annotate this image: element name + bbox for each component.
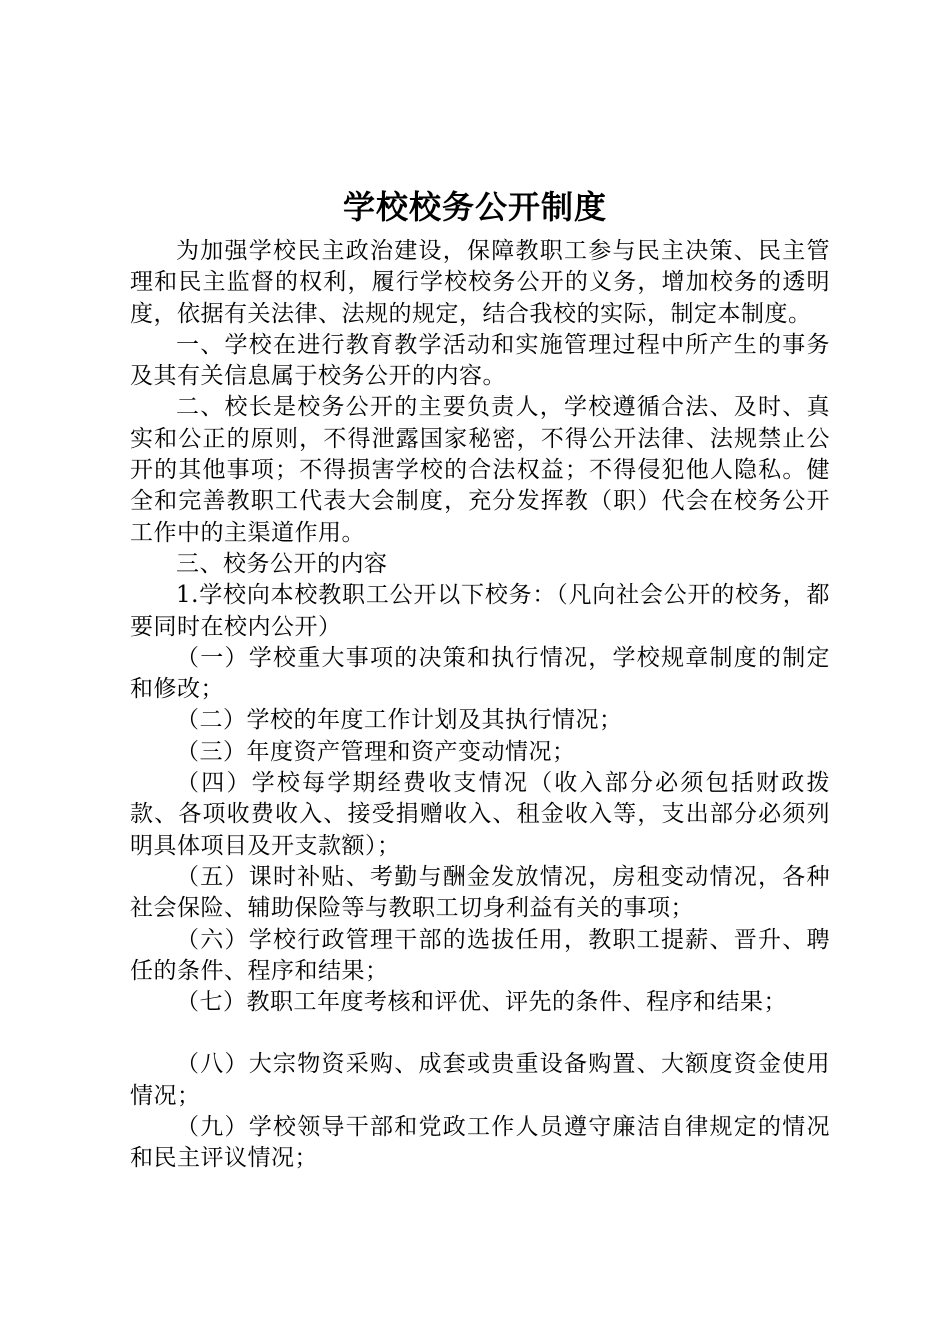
paragraph-section-2: 二、校长是校务公开的主要负责人，学校遵循合法、及时、真实和公正的原则，不得泄露国家秘密，不得公开法律、法规禁止公开的其他事项；不得损害学校的合法权益；不得侵犯他人隐私。健全和完善教职工代表大会制度，充分发挥教（职）代会在校务公开工作中的主渠道作用。: [130, 394, 830, 546]
paragraph-subitem-1: （一）学校重大事项的决策和执行情况，学校规章制度的制定和修改；: [130, 644, 830, 703]
paragraph-subitem-5: （五）课时补贴、考勤与酬金发放情况，房租变动情况，各种社会保险、辅助保险等与教职工切身利益有关的事项；: [130, 863, 830, 922]
paragraph-subitem-2: （二）学校的年度工作计划及其执行情况；: [176, 707, 623, 734]
paragraph-subitem-8: （八）大宗物资采购、成套或贵重设备购置、大额度资金使用情况；: [130, 1051, 830, 1109]
paragraph-item-1: 1.学校向本校教职工公开以下校务：（凡向社会公开的校务，都要同时在校内公开）: [130, 582, 830, 640]
paragraph-intro: 为加强学校民主政治建设，保障教职工参与民主决策、民主管理和民主监督的权利，履行学校校务公开的义务，增加校务的透明度，依据有关法律、法规的规定，结合我校的实际，制定本制度。: [130, 238, 830, 327]
paragraph-subitem-7: （七）教职工年度考核和评优、评先的条件、程序和结果；: [176, 989, 787, 1016]
paragraph-subitem-6: （六）学校行政管理干部的选拔任用，教职工提薪、晋升、聘任的条件、程序和结果；: [130, 926, 830, 984]
document-body: [130, 236, 830, 1175]
document-title: 学校校务公开制度: [342, 188, 607, 226]
paragraph-subitem-4: （四）学校每学期经费收支情况（收入部分必须包括财政拨款、各项收费收入、接受捐赠收入、租金收入等，支出部分必须列明具体项目及开支款额）；: [130, 770, 830, 859]
paragraph-subitem-9: （九）学校领导干部和党政工作人员遵守廉洁自律规定的情况和民主评议情况；: [130, 1114, 830, 1172]
paragraph-section-1: 一、学校在进行教育教学活动和实施管理过程中所产生的事务及其有关信息属于校务公开的内容。: [130, 331, 830, 390]
paragraph-section-3-heading: 三、校务公开的内容: [176, 550, 388, 577]
paragraph-subitem-3: （三）年度资产管理和资产变动情况；: [176, 738, 576, 765]
